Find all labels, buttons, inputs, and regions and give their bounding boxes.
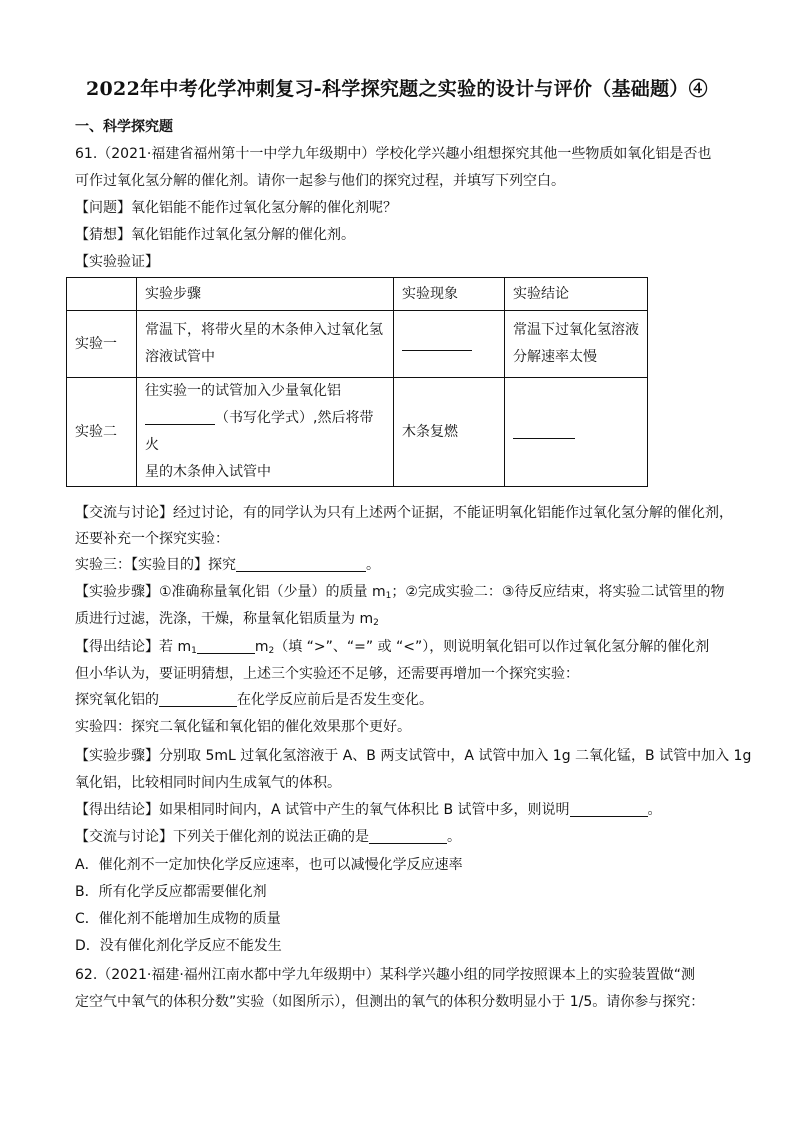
q61-intro-line1: 61.（2021·福建省福州第十一中学九年级期中）学校化学兴趣小组想探究其他一些物质如氧化铝是否也 bbox=[75, 146, 712, 162]
row-label: 实验二 bbox=[67, 378, 137, 487]
final-discuss-text: 。 bbox=[447, 829, 461, 845]
option-c[interactable]: C．催化剂不能增加生成物的质量 bbox=[75, 911, 281, 927]
option-d[interactable]: D．没有催化剂化学反应不能发生 bbox=[75, 938, 282, 954]
conclusion-text: （填 “>”、“=” 或 “<”），则说明氧化铝可以作过氧化氢分解的催化剂 bbox=[274, 639, 710, 655]
q61-intro-line2: 可作过氧化氢分解的催化剂。请你一起参与他们的探究过程，并填写下列空白。 bbox=[75, 173, 565, 189]
phenomenon-cell: 木条复燃 bbox=[394, 378, 505, 487]
exp4-steps-line2: 氧化铝，比较相同时间内生成氧气的体积。 bbox=[75, 775, 341, 791]
table-header-cell: 实验结论 bbox=[505, 278, 648, 311]
answer-blank[interactable] bbox=[145, 410, 215, 425]
step-cell bbox=[137, 378, 394, 487]
steps-text: 质进行过滤，洗涤，干燥，称量氧化铝质量为 m bbox=[75, 611, 374, 627]
exp4-conclusion-line bbox=[75, 800, 662, 820]
conclusion-text: 分解速率太慢 bbox=[513, 349, 597, 365]
exp3-line bbox=[75, 555, 380, 575]
conclusion-text: 常温下过氧化氢溶液 bbox=[513, 322, 639, 338]
conclusion-cell bbox=[505, 311, 648, 378]
probe-line bbox=[75, 690, 433, 710]
phenomenon-cell bbox=[394, 311, 505, 378]
step-text: 星的木条伸入试管中 bbox=[145, 464, 271, 480]
exp4-steps-line1: 【实验步骤】分别取 5mL 过氧化氢溶液于 A、B 两支试管中，A 试管中加入 1g 二氧化锰，B 试管中加入 1g bbox=[75, 748, 752, 764]
option-a[interactable]: A．催化剂不一定加快化学反应速率，也可以减慢化学反应速率 bbox=[75, 857, 463, 873]
exp4-conclusion-text: 【得出结论】如果相同时间内，A 试管中产生的氧气体积比 B 试管中多，则说明 bbox=[75, 802, 570, 818]
subscript: 1 bbox=[385, 591, 392, 601]
final-discuss-text: 【交流与讨论】下列关于催化剂的说法正确的是 bbox=[75, 829, 369, 845]
step-text: 往实验一的试管加入少量氧化铝 bbox=[145, 383, 341, 399]
subscript: 1 bbox=[191, 646, 197, 656]
steps-text: ；②完成实验二：③待反应结束，将实验二试管里的物 bbox=[391, 584, 725, 600]
exp4-line: 实验四：探究二氧化锰和氧化铝的催化效果那个更好。 bbox=[75, 719, 411, 735]
step-cell bbox=[137, 311, 394, 378]
option-b[interactable]: B．所有化学反应都需要催化剂 bbox=[75, 884, 267, 900]
table-header-cell bbox=[67, 278, 137, 311]
q62-line2: 定空气中氧气的体积分数”实验（如图所示），但测出的氧气的体积分数明显小于 1/5。请你参与探究： bbox=[75, 994, 705, 1010]
steps-text: 【实验步骤】①准确称量氧化铝（少量）的质量 m bbox=[75, 584, 386, 600]
conclusion-line bbox=[75, 637, 709, 661]
table-header-cell: 实验现象 bbox=[394, 278, 505, 311]
step-text: （书写化学式）,然后将带火 bbox=[145, 410, 374, 453]
answer-blank[interactable] bbox=[570, 802, 648, 817]
steps-line2 bbox=[75, 609, 379, 633]
conclusion-cell bbox=[505, 378, 648, 487]
section-heading: 一、科学探究题 bbox=[75, 119, 173, 135]
answer-blank[interactable] bbox=[159, 692, 237, 707]
but-line: 但小华认为，要证明猜想，上述三个实验还不足够，还需要再增加一个探究实验： bbox=[75, 666, 579, 682]
answer-blank[interactable] bbox=[402, 336, 472, 351]
exp4-conclusion-text: 。 bbox=[647, 802, 662, 818]
q61-question: 【问题】氧化铝能不能作过氧化氢分解的催化剂呢？ bbox=[75, 200, 397, 216]
subscript: 2 bbox=[373, 618, 379, 628]
probe-text: 探究氧化铝的 bbox=[75, 692, 159, 708]
subscript: 2 bbox=[268, 646, 275, 656]
q61-guess: 【猜想】氧化铝能作过氧化氢分解的催化剂。 bbox=[75, 227, 355, 243]
discuss-line2: 还要补充一个探究实验： bbox=[75, 531, 229, 547]
table-header-row bbox=[67, 278, 648, 311]
answer-blank[interactable] bbox=[197, 639, 255, 654]
q61-verify-heading: 【实验验证】 bbox=[75, 254, 159, 270]
row-label: 实验一 bbox=[67, 311, 137, 378]
step-text: 溶液试管中 bbox=[145, 349, 215, 365]
document-title: 2022年中考化学冲刺复习-科学探究题之实验的设计与评价（基础题）④ bbox=[86, 78, 708, 100]
discuss-line1: 【交流与讨论】经过讨论，有的同学认为只有上述两个证据，不能证明氧化铝能作过氧化氢分解的催化剂， bbox=[75, 505, 733, 521]
step-text: 常温下，将带火星的木条伸入过氧化氢 bbox=[145, 322, 383, 338]
answer-blank[interactable] bbox=[369, 829, 447, 844]
q62-line1: 62.（2021·福建·福州江南水都中学九年级期中）某科学兴趣小组的同学按照课本上的实验装置做“测 bbox=[75, 967, 696, 983]
answer-blank[interactable] bbox=[236, 557, 366, 572]
experiment-table bbox=[66, 277, 648, 487]
answer-blank[interactable] bbox=[513, 424, 575, 439]
probe-text: 在化学反应前后是否发生变化。 bbox=[237, 692, 433, 708]
conclusion-text: 【得出结论】若 m bbox=[75, 639, 192, 655]
exp3-prefix: 实验三：【实验目的】探究 bbox=[75, 557, 236, 573]
table-row bbox=[67, 378, 648, 487]
table-header-cell: 实验步骤 bbox=[137, 278, 394, 311]
conclusion-text: m bbox=[254, 639, 269, 655]
steps-line1 bbox=[75, 582, 724, 606]
step-text-with-blank bbox=[145, 405, 385, 459]
table-row bbox=[67, 311, 648, 378]
exp3-suffix: 。 bbox=[366, 557, 380, 573]
final-discuss-line bbox=[75, 827, 461, 847]
